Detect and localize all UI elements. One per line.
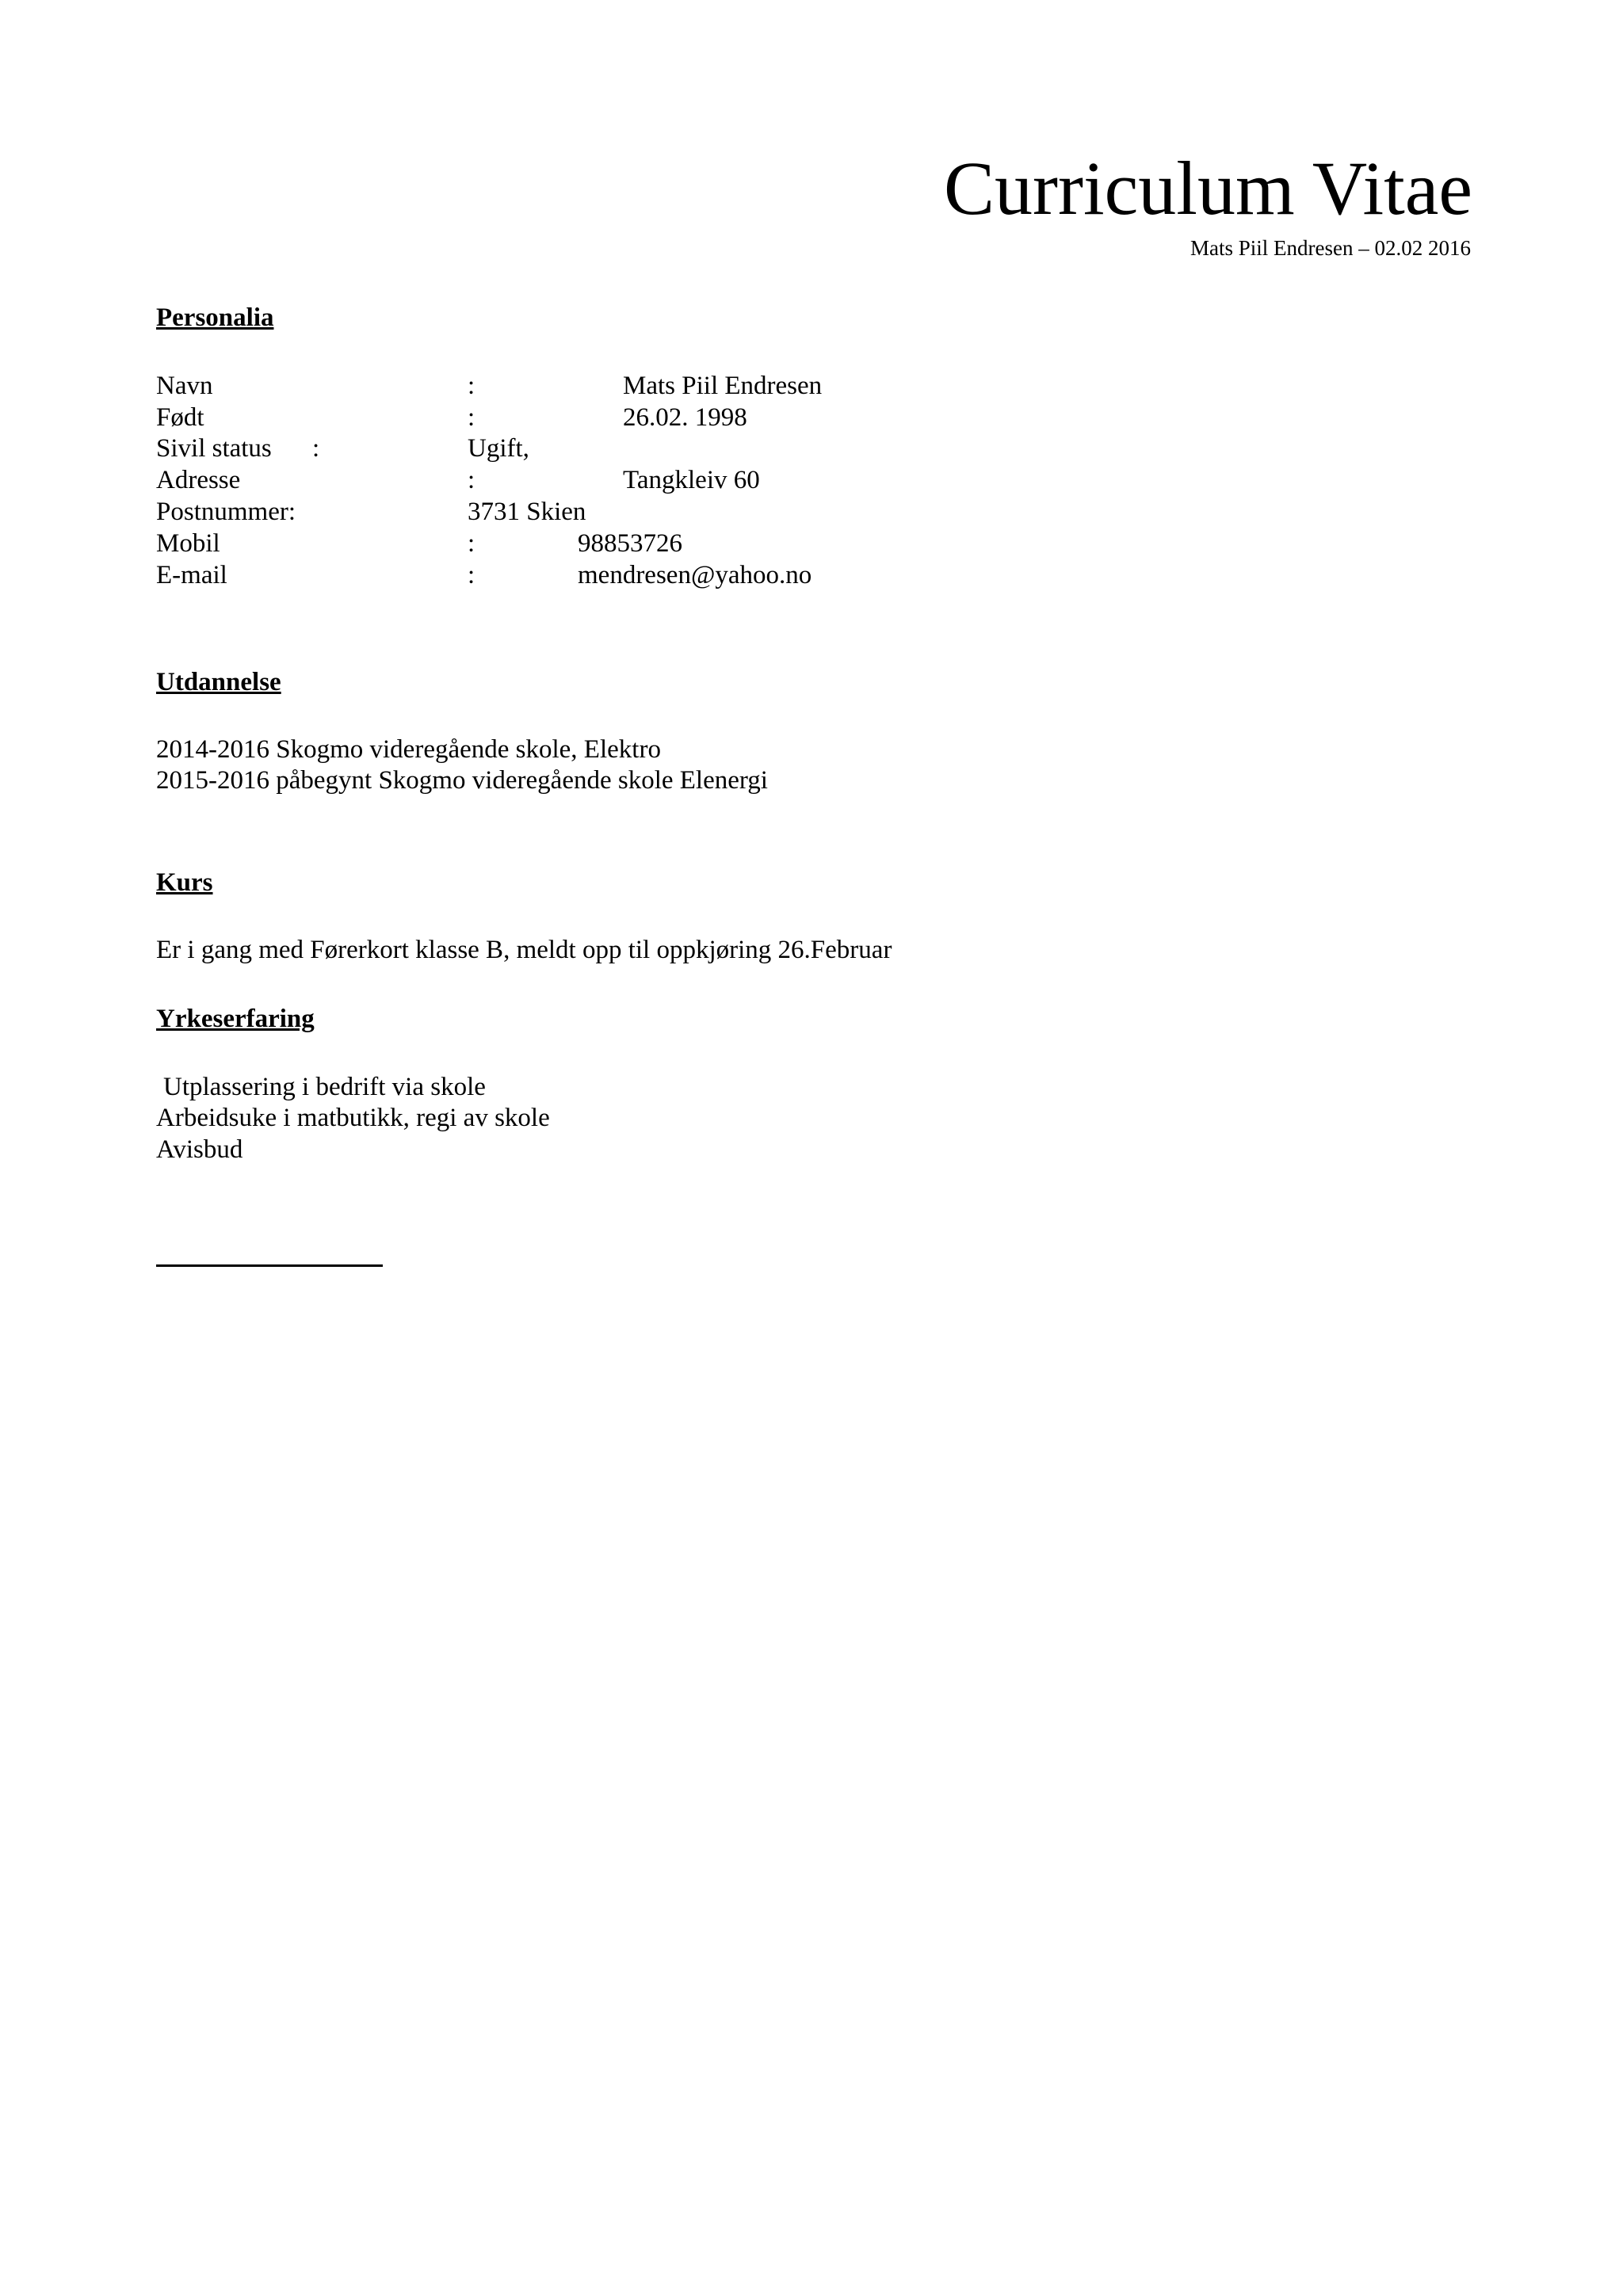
sep-mobil: : [468, 529, 475, 558]
value-fodt: 26.02. 1998 [623, 403, 747, 432]
utdannelse-item: 2015-2016 påbegynt Skogmo videregående skole Elenergi [156, 766, 768, 795]
yrkeserfaring-item: Arbeidsuke i matbutikk, regi av skole [156, 1104, 550, 1132]
label-postnummer: Postnummer: [156, 498, 296, 526]
value-navn: Mats Piil Endresen [623, 372, 823, 400]
label-fodt: Født [156, 403, 204, 432]
kurs-item: Er i gang med Førerkort klasse B, meldt opp til oppkjøring 26.Februar [156, 936, 892, 964]
sep-navn: : [468, 372, 475, 400]
label-navn: Navn [156, 372, 213, 400]
label-adresse: Adresse [156, 466, 241, 494]
label-mobil: Mobil [156, 529, 220, 558]
page-subtitle: Mats Piil Endresen – 02.02 2016 [1190, 236, 1471, 260]
page-title: Curriculum Vitae [944, 146, 1472, 231]
yrkeserfaring-item: Utplassering i bedrift via skole [163, 1073, 486, 1101]
heading-personalia: Personalia [156, 303, 274, 332]
value-sivil-status: Ugift, [468, 434, 529, 463]
sep-adresse: : [468, 466, 475, 494]
heading-utdannelse: Utdannelse [156, 668, 281, 696]
value-postnummer: 3731 Skien [468, 498, 586, 526]
label-email: E-mail [156, 561, 227, 589]
signature-line [156, 1264, 383, 1267]
value-mobil: 98853726 [578, 529, 682, 558]
heading-yrkeserfaring: Yrkeserfaring [156, 1005, 315, 1033]
utdannelse-item: 2014-2016 Skogmo videregående skole, Elektro [156, 735, 661, 764]
value-adresse: Tangkleiv 60 [623, 466, 760, 494]
value-email: mendresen@yahoo.no [578, 561, 812, 589]
sep-fodt: : [468, 403, 475, 432]
yrkeserfaring-item: Avisbud [156, 1135, 243, 1164]
sep-email: : [468, 561, 475, 589]
sep-sivil-status: : [312, 434, 320, 463]
label-sivil-status: Sivil status [156, 434, 272, 463]
heading-kurs: Kurs [156, 868, 213, 897]
